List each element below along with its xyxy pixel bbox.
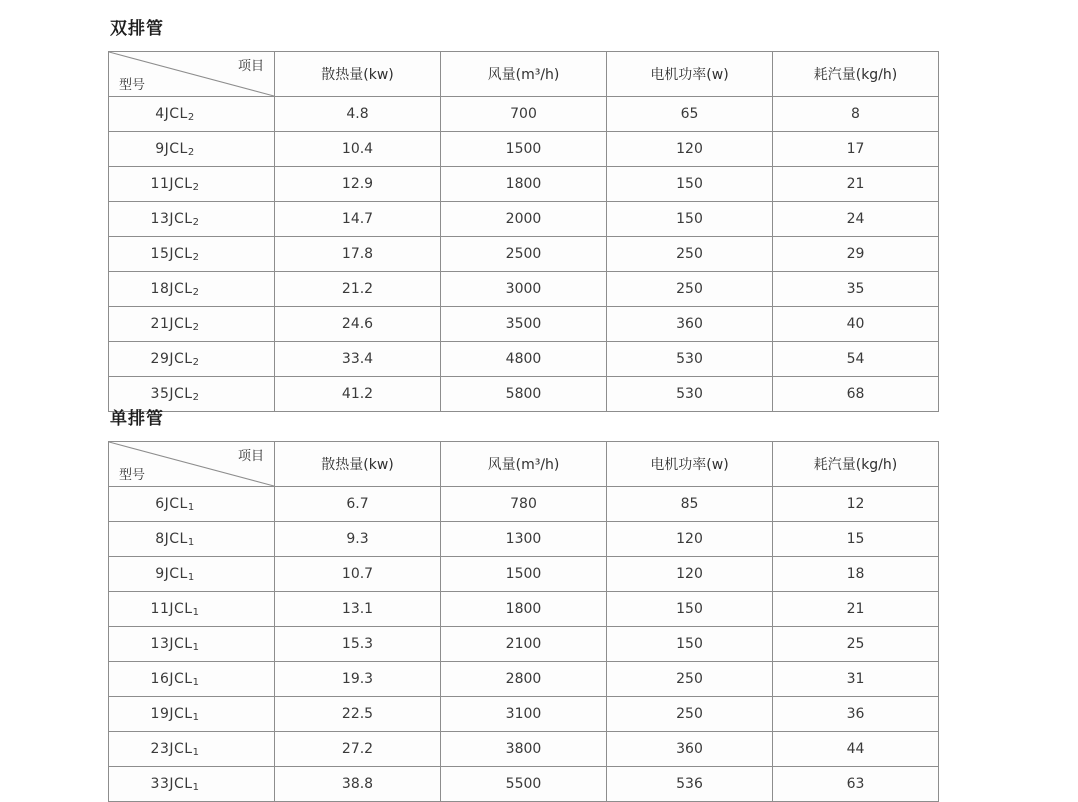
model-subscript: 2 (192, 251, 200, 263)
model-name: 29JCL (150, 350, 193, 367)
cell-motor-power: 120 (607, 132, 773, 167)
cell-air-volume: 1800 (441, 592, 607, 627)
cell-steam-consumption: 36 (773, 697, 939, 732)
table-row (109, 272, 939, 307)
model-name: 4JCL (155, 105, 188, 122)
model-subscript: 1 (187, 571, 195, 583)
table-row (109, 697, 939, 732)
model-name: 11JCL (150, 175, 193, 192)
cell-air-volume: 4800 (441, 342, 607, 377)
cell-motor-power: 360 (607, 307, 773, 342)
cell-air-volume: 1500 (441, 132, 607, 167)
table-header-row (109, 442, 939, 487)
cell-model (109, 732, 275, 767)
section-title: 双排管 (110, 19, 164, 39)
table-row (109, 97, 939, 132)
cell-model (109, 272, 275, 307)
cell-heat-output: 38.8 (275, 767, 441, 802)
cell-heat-output: 13.1 (275, 592, 441, 627)
cell-air-volume: 3500 (441, 307, 607, 342)
cell-model (109, 662, 275, 697)
cell-air-volume: 2800 (441, 662, 607, 697)
cell-steam-consumption: 35 (773, 272, 939, 307)
cell-heat-output: 6.7 (275, 487, 441, 522)
cell-model (109, 342, 275, 377)
model-name: 21JCL (150, 315, 193, 332)
cell-air-volume: 3100 (441, 697, 607, 732)
cell-steam-consumption: 12 (773, 487, 939, 522)
cell-motor-power: 536 (607, 767, 773, 802)
model-name: 6JCL (155, 495, 188, 512)
cell-steam-consumption: 31 (773, 662, 939, 697)
cell-steam-consumption: 54 (773, 342, 939, 377)
cell-heat-output: 27.2 (275, 732, 441, 767)
cell-model (109, 202, 275, 237)
cell-motor-power: 120 (607, 557, 773, 592)
header-corner-cell (109, 52, 275, 97)
cell-air-volume: 780 (441, 487, 607, 522)
cell-air-volume: 2000 (441, 202, 607, 237)
table-row (109, 557, 939, 592)
cell-steam-consumption: 21 (773, 167, 939, 202)
table-row (109, 592, 939, 627)
section-single-row-tube (108, 404, 938, 802)
model-subscript: 2 (187, 111, 195, 123)
model-subscript: 2 (192, 321, 200, 333)
cell-air-volume: 2500 (441, 237, 607, 272)
cell-steam-consumption: 18 (773, 557, 939, 592)
cell-motor-power: 150 (607, 592, 773, 627)
table-row (109, 342, 939, 377)
model-subscript: 2 (192, 391, 200, 403)
cell-air-volume: 1500 (441, 557, 607, 592)
cell-motor-power: 250 (607, 272, 773, 307)
model-name: 13JCL (150, 635, 193, 652)
cell-steam-consumption: 15 (773, 522, 939, 557)
header-air-volume: 风量(m³/h) (441, 52, 607, 97)
cell-steam-consumption: 29 (773, 237, 939, 272)
header-heat-output: 散热量(kw) (275, 442, 441, 487)
corner-column-label: 项目 (237, 449, 264, 464)
cell-steam-consumption: 17 (773, 132, 939, 167)
cell-steam-consumption: 44 (773, 732, 939, 767)
model-subscript: 1 (192, 711, 200, 723)
table-row (109, 767, 939, 802)
table-row (109, 662, 939, 697)
cell-heat-output: 41.2 (275, 377, 441, 412)
cell-air-volume: 1300 (441, 522, 607, 557)
model-subscript: 2 (192, 286, 200, 298)
cell-heat-output: 19.3 (275, 662, 441, 697)
corner-row-label: 型号 (119, 78, 146, 93)
cell-motor-power: 150 (607, 167, 773, 202)
cell-motor-power: 250 (607, 237, 773, 272)
cell-model (109, 132, 275, 167)
section-title: 单排管 (110, 409, 164, 429)
model-subscript: 2 (192, 181, 200, 193)
table-row (109, 237, 939, 272)
model-subscript: 1 (187, 536, 195, 548)
cell-heat-output: 33.4 (275, 342, 441, 377)
cell-motor-power: 530 (607, 342, 773, 377)
cell-model (109, 97, 275, 132)
cell-air-volume: 3800 (441, 732, 607, 767)
cell-model (109, 627, 275, 662)
header-heat-output: 散热量(kw) (275, 52, 441, 97)
cell-motor-power: 360 (607, 732, 773, 767)
cell-heat-output: 14.7 (275, 202, 441, 237)
cell-motor-power: 250 (607, 662, 773, 697)
header-air-volume: 风量(m³/h) (441, 442, 607, 487)
header-steam-consumption: 耗汽量(kg/h) (773, 442, 939, 487)
cell-model (109, 557, 275, 592)
cell-motor-power: 85 (607, 487, 773, 522)
header-steam-consumption: 耗汽量(kg/h) (773, 52, 939, 97)
cell-steam-consumption: 68 (773, 377, 939, 412)
table-row (109, 307, 939, 342)
table-row (109, 627, 939, 662)
cell-heat-output: 10.4 (275, 132, 441, 167)
cell-steam-consumption: 8 (773, 97, 939, 132)
cell-steam-consumption: 40 (773, 307, 939, 342)
model-name: 35JCL (150, 385, 193, 402)
section-double-row-tube (108, 14, 938, 412)
header-motor-power: 电机功率(w) (607, 52, 773, 97)
corner-row-label: 型号 (119, 468, 146, 483)
cell-model (109, 522, 275, 557)
cell-model (109, 167, 275, 202)
spec-table-double-row (108, 51, 939, 412)
cell-heat-output: 12.9 (275, 167, 441, 202)
model-name: 33JCL (150, 775, 193, 792)
cell-heat-output: 24.6 (275, 307, 441, 342)
cell-air-volume: 5500 (441, 767, 607, 802)
table-row (109, 522, 939, 557)
model-name: 19JCL (150, 705, 193, 722)
cell-heat-output: 17.8 (275, 237, 441, 272)
cell-steam-consumption: 21 (773, 592, 939, 627)
cell-model (109, 697, 275, 732)
cell-heat-output: 9.3 (275, 522, 441, 557)
table-row (109, 202, 939, 237)
cell-air-volume: 1800 (441, 167, 607, 202)
cell-model (109, 592, 275, 627)
header-corner-cell (109, 442, 275, 487)
model-subscript: 1 (192, 781, 200, 793)
cell-steam-consumption: 25 (773, 627, 939, 662)
model-subscript: 1 (192, 676, 200, 688)
cell-air-volume: 3000 (441, 272, 607, 307)
table-row (109, 167, 939, 202)
cell-steam-consumption: 24 (773, 202, 939, 237)
cell-heat-output: 21.2 (275, 272, 441, 307)
model-name: 9JCL (155, 565, 188, 582)
model-name: 8JCL (155, 530, 188, 547)
model-subscript: 1 (192, 606, 200, 618)
cell-steam-consumption: 63 (773, 767, 939, 802)
cell-model (109, 307, 275, 342)
cell-heat-output: 15.3 (275, 627, 441, 662)
model-name: 9JCL (155, 140, 188, 157)
cell-model (109, 767, 275, 802)
table-row (109, 487, 939, 522)
corner-column-label: 项目 (237, 59, 264, 74)
cell-model (109, 487, 275, 522)
model-name: 11JCL (150, 600, 193, 617)
model-subscript: 1 (192, 746, 200, 758)
cell-air-volume: 5800 (441, 377, 607, 412)
cell-heat-output: 22.5 (275, 697, 441, 732)
cell-motor-power: 250 (607, 697, 773, 732)
model-subscript: 1 (192, 641, 200, 653)
cell-motor-power: 150 (607, 202, 773, 237)
model-subscript: 2 (192, 216, 200, 228)
cell-motor-power: 150 (607, 627, 773, 662)
model-name: 23JCL (150, 740, 193, 757)
model-name: 16JCL (150, 670, 193, 687)
header-motor-power: 电机功率(w) (607, 442, 773, 487)
cell-heat-output: 4.8 (275, 97, 441, 132)
table-row (109, 732, 939, 767)
model-name: 13JCL (150, 210, 193, 227)
model-subscript: 2 (187, 146, 195, 158)
table-header-row (109, 52, 939, 97)
cell-model (109, 237, 275, 272)
cell-air-volume: 700 (441, 97, 607, 132)
table-row (109, 132, 939, 167)
model-subscript: 2 (192, 356, 200, 368)
cell-air-volume: 2100 (441, 627, 607, 662)
cell-heat-output: 10.7 (275, 557, 441, 592)
spec-table-single-row (108, 441, 939, 802)
model-name: 18JCL (150, 280, 193, 297)
model-subscript: 1 (187, 501, 195, 513)
model-name: 15JCL (150, 245, 193, 262)
cell-motor-power: 120 (607, 522, 773, 557)
cell-motor-power: 65 (607, 97, 773, 132)
cell-motor-power: 530 (607, 377, 773, 412)
